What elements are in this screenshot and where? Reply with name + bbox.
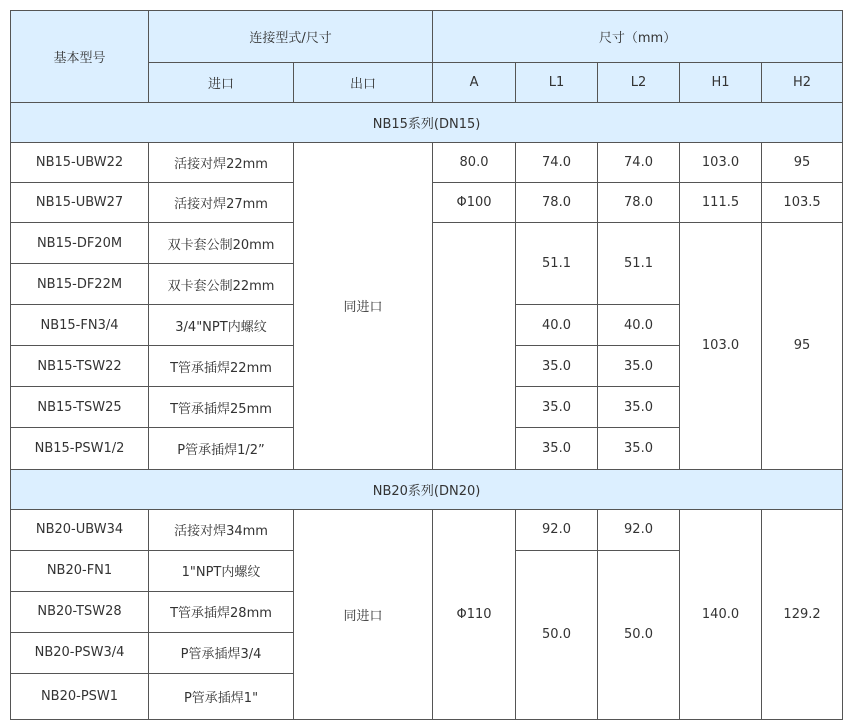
inlet-cell: 双卡套公制22mm <box>149 264 294 305</box>
header-outlet: 出口 <box>294 63 433 103</box>
inlet-cell: T管承插焊28mm <box>149 591 294 632</box>
model-cell: NB20-UBW34 <box>11 509 149 550</box>
l2-cell: 50.0 <box>598 550 680 719</box>
a-cell: Φ110 <box>433 509 516 719</box>
inlet-cell: 1"NPT内螺纹 <box>149 550 294 591</box>
model-cell: NB15-TSW22 <box>11 346 149 387</box>
model-cell: NB20-FN1 <box>11 550 149 591</box>
inlet-cell: 3/4"NPT内螺纹 <box>149 305 294 346</box>
model-cell: NB15-FN3/4 <box>11 305 149 346</box>
header-dimensions: 尺寸（mm） <box>433 11 843 63</box>
l1-cell: 50.0 <box>516 550 598 719</box>
a-cell: 80.0 <box>433 143 516 183</box>
l1-cell: 35.0 <box>516 428 598 469</box>
inlet-cell: 活接对焊22mm <box>149 143 294 183</box>
header-h1: H1 <box>680 63 762 103</box>
model-cell: NB15-PSW1/2 <box>11 428 149 469</box>
a-cell-empty <box>433 223 516 469</box>
header-connection: 连接型式/尺寸 <box>149 11 433 63</box>
l2-cell: 74.0 <box>598 143 680 183</box>
inlet-cell: T管承插焊22mm <box>149 346 294 387</box>
header-h2: H2 <box>762 63 843 103</box>
l2-cell: 35.0 <box>598 428 680 469</box>
model-cell: NB20-TSW28 <box>11 591 149 632</box>
header-base-model: 基本型号 <box>11 11 149 103</box>
l2-cell: 35.0 <box>598 387 680 428</box>
inlet-cell: 活接对焊34mm <box>149 509 294 550</box>
l2-cell: 40.0 <box>598 305 680 346</box>
a-cell: Φ100 <box>433 183 516 223</box>
inlet-cell: P管承插焊1" <box>149 673 294 719</box>
l1-cell: 35.0 <box>516 346 598 387</box>
l1-cell: 40.0 <box>516 305 598 346</box>
section-title-nb15: NB15系列(DN15) <box>11 103 843 143</box>
h1-cell: 140.0 <box>680 509 762 719</box>
model-cell: NB15-DF20M <box>11 223 149 264</box>
model-cell: NB15-UBW22 <box>11 143 149 183</box>
l1-cell: 74.0 <box>516 143 598 183</box>
header-l2: L2 <box>598 63 680 103</box>
header-l1: L1 <box>516 63 598 103</box>
l2-cell: 78.0 <box>598 183 680 223</box>
inlet-cell: P管承插焊3/4 <box>149 632 294 673</box>
outlet-cell: 同进口 <box>294 509 433 719</box>
inlet-cell: 活接对焊27mm <box>149 183 294 223</box>
l2-cell: 92.0 <box>598 509 680 550</box>
l1-cell: 92.0 <box>516 509 598 550</box>
inlet-cell: T管承插焊25mm <box>149 387 294 428</box>
section-title-nb20: NB20系列(DN20) <box>11 469 843 509</box>
l1-cell: 51.1 <box>516 223 598 305</box>
h2-cell: 95 <box>762 223 843 469</box>
header-a: A <box>433 63 516 103</box>
l1-cell: 35.0 <box>516 387 598 428</box>
table-row <box>11 143 843 183</box>
model-cell: NB15-TSW25 <box>11 387 149 428</box>
inlet-cell: P管承插焊1/2” <box>149 428 294 469</box>
inlet-cell: 双卡套公制20mm <box>149 223 294 264</box>
l1-cell: 78.0 <box>516 183 598 223</box>
l2-cell: 35.0 <box>598 346 680 387</box>
outlet-cell: 同进口 <box>294 143 433 469</box>
h1-cell: 111.5 <box>680 183 762 223</box>
header-inlet: 进口 <box>149 63 294 103</box>
model-cell: NB15-UBW27 <box>11 183 149 223</box>
model-cell: NB20-PSW3/4 <box>11 632 149 673</box>
spec-table <box>10 10 843 720</box>
h1-cell: 103.0 <box>680 143 762 183</box>
model-cell: NB15-DF22M <box>11 264 149 305</box>
l2-cell: 51.1 <box>598 223 680 305</box>
model-cell: NB20-PSW1 <box>11 673 149 719</box>
table-row <box>11 509 843 550</box>
h1-cell: 103.0 <box>680 223 762 469</box>
h2-cell: 103.5 <box>762 183 843 223</box>
h2-cell: 129.2 <box>762 509 843 719</box>
h2-cell: 95 <box>762 143 843 183</box>
